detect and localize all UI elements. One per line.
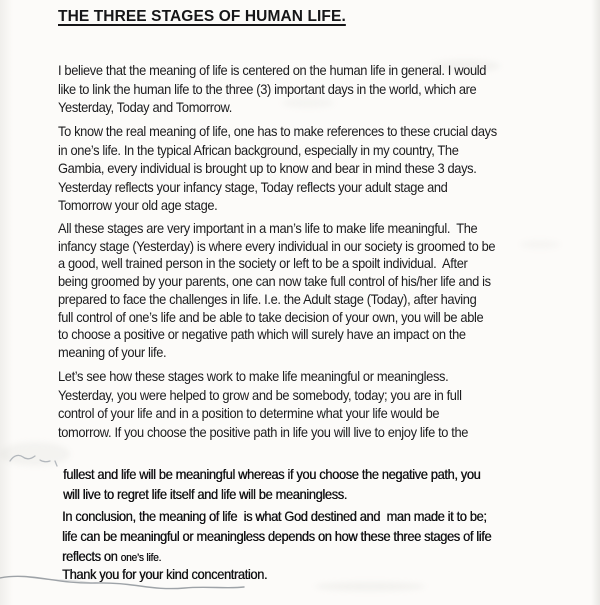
paragraph-stages-work [58,367,468,441]
text-line: control of your life and in a position to determine what your life would be [58,405,440,422]
text-line: like to link the human life to the three (3) important days in the world, which are [58,80,477,97]
paragraph-stages-importance [58,220,495,362]
document-title: THE THREE STAGES OF HUMAN LIFE. [58,8,346,25]
pen-scribble-mark [8,448,60,470]
paragraph-intro [58,61,486,117]
paragraph-fullest [63,464,480,504]
text-line: being groomed by your parents, one can now take full control of his/her life and is [58,273,491,290]
text-line: Yesterday reflects your infancy stage, Today reflects your adult stage and [58,178,448,195]
scan-shadow-left [0,0,13,605]
paragraph-real-meaning [58,122,497,215]
text-line: Tomorrow your old age stage. [58,197,218,214]
scan-shadow-right [591,0,600,605]
text-line: a good, well trained person in the society or left to be a spoilt individual. After [58,255,468,272]
text-line: life can be meaningful or meaningless depends on how these three stages of life [62,528,492,544]
text-line: infancy stage (Yesterday) is where every individual in our society is groomed to be [58,237,496,254]
text-line: I believe that the meaning of life is centered on the human life in general. I would [58,62,487,78]
text-line: to choose a positive or negative path which will surely have an impact on the [58,326,466,343]
text-line: will live to regret life itself and life will be meaningless. [63,486,347,502]
text-line: full control of one’s life and be able to take decision of your own, you will be able [58,308,484,325]
text-line: All these stages are very important in a man’s life to make life meaningful. The [58,220,478,236]
text-line: prepared to face the challenges in life. I.e. the Adult stage (Today), after having [58,290,477,307]
scan-smudge [315,582,425,591]
text-line: Let’s see how these stages work to make life meaningful or meaningless. [58,368,449,384]
text-line: in one’s life. In the typical African background, especially in my country, The [58,141,459,158]
conclusion-tail-small-text: one’s life. [120,552,162,564]
text-line: In conclusion, the meaning of life is what God destined and man made it to be; [62,508,487,524]
text-line: meaning of your life. [58,343,167,360]
paragraph-conclusion [62,506,491,546]
closing-text: Thank you for your kind concentration. [62,566,268,582]
closing-line [62,564,267,584]
scan-smudge [520,240,560,249]
text-line: tomorrow. If you choose the positive path in life you will live to enjoy life to the [58,423,469,440]
conclusion-tail-text: reflects on [62,548,121,564]
text-line: fullest and life will be meaningful whereas if you choose the negative path, you [63,466,481,482]
text-line: Yesterday, Today and Tomorrow. [58,99,232,116]
text-line: Yesterday, you were helped to grow and be somebody, today; you are in full [58,386,462,403]
text-line: Gambia, every individual is brought up to know and bear in mind these 3 days. [58,160,477,177]
text-line: To know the real meaning of life, one has to make references to these crucial days [58,123,497,139]
